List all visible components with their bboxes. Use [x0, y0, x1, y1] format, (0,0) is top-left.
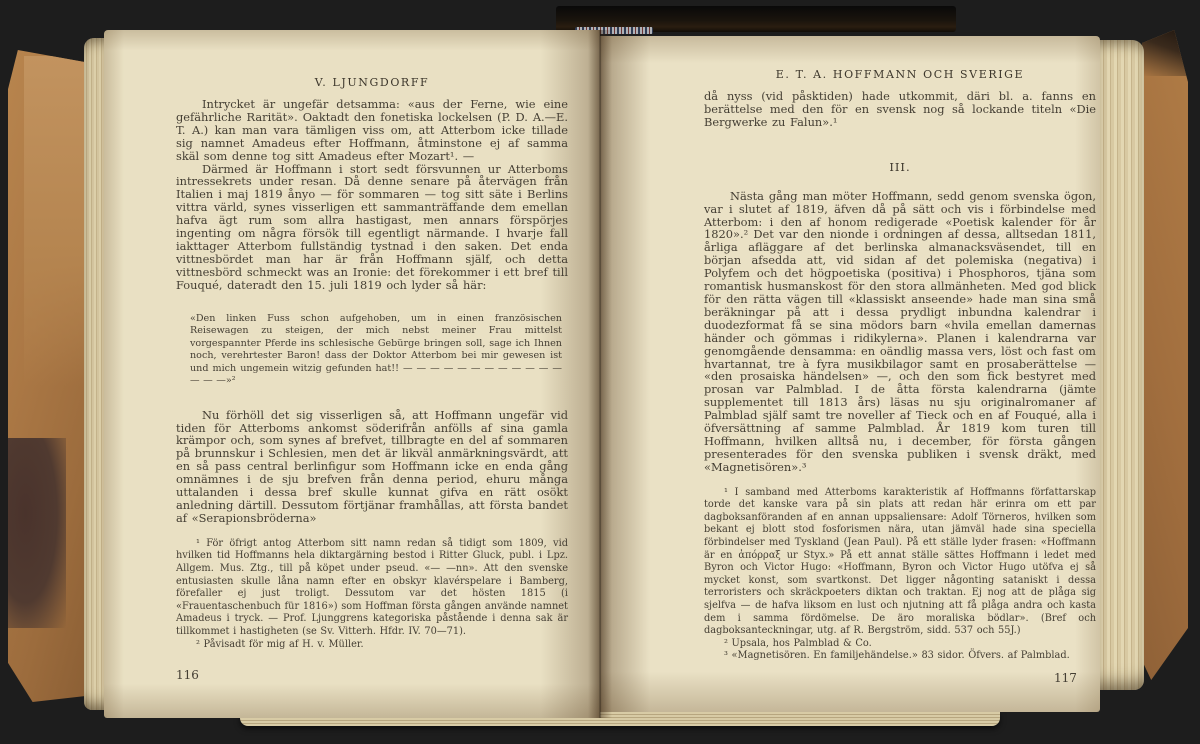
- page-number-left: 116: [176, 668, 199, 682]
- right-running-header: E. T. A. HOFFMANN OCH SVERIGE: [775, 68, 1025, 81]
- right-footnotes: [704, 487, 1096, 663]
- right-main-paragraph: Nästa gång man möter Hoffmann, sedd genom svenska ögon, var i slutet af 1819, äfven då på sätt och vis i förbindelse med Atterbom: i den af honom redigerade «Poetisk kalender för år 1820».² Det var den nionde i ordningen af dessa, alltsedan 1811, årliga afläggare af det berlinska almanacksväsendet, till en början afsedda att, vid sidan af det polemiska (negativa) i Polyfem och det högpoetiska (positiva) i Phosphoros, tjäna som romantisk husmanskost för den stora allmänheten. Med god blick för den rätta vägen till «klassiskt anseende» hade man sina små beräkningar på att i dessa prydligt inbundna kalendrar i duodezformat få se sina mödors barn «hvila emellan damernas händer och gömmas i ridikylerna». Planen i kalendrarna var genomgående densamma: en oändlig massa vers, löst och fast om hvartannat, tre à fyra musikbilagor samt en prosaberättelse — «den prosaiska händelsen» —, och den som fick bestyret med prosan var Palmblad. I de åtta första kalendrarna (jämte supplementet till 1813 års) läsas nu sju originalromaner af Palmblad själf samt tre noveller af Tieck och en af Fouqué, alla i öfversättning af samme Palmblad. År 1819 kom turen till Hoffmann, hvilken alltså nu, i december, för första gången presenterades för den svenska publiken i svensk dräkt, med «Magnetisören».³: [704, 188, 1096, 474]
- section-heading-iii: III.: [889, 159, 911, 174]
- left-paragraph-1: Intrycket är ungefär detsamma: «aus der Ferne, wie eine gefährliche Rarität». Oaktadt den fonetiska lockelsen (P. D. A.—E. T. A.) kan man vara tämligen viss om, att Atterbom icke tillade sig namnet Amadeus efter Hoffmann, åtminstone ej af samma skäl som denne tog sitt Amadeus efter Mozart¹. —: [176, 97, 568, 163]
- right-footnote-2: ² Upsala, hos Palmblad & Co.: [724, 637, 872, 649]
- left-running-header: V. LJUNGDORFF: [314, 76, 430, 89]
- left-page-text-block: [176, 76, 568, 651]
- right-footnote-3: ³ «Magnetisören. En familjehändelse.» 83 sidor. Öfvers. af Palmblad.: [724, 650, 1070, 662]
- left-page: [104, 30, 600, 718]
- left-footnote-1: ¹ För öfrigt antog Atterbom sitt namn redan så tidigt som 1809, vid hvilken tid Hoffmanns hela diktargärning bestod i Ritter Gluck, publ. i Lpz. Allgem. Mus. Ztg., till på köpet under pseud. «— —nn». Att den svenske entusiasten skulle låna namn efter en obskyr klavérspelare i Bamberg, förefaller ej just troligt. Dessutom var det hösten 1815 (i «Frauentaschenbuch für 1816») som Hoffman första gången använde namnet Amadeus i tryck. — Prof. Ljunggrens kategoriska påstående i denna sak är tillkommet i hastigheten (se Sv. Vitterh. Hfdr. IV. 70—71).: [176, 537, 568, 637]
- left-cover-flap: [8, 50, 90, 702]
- right-continuation-paragraph: då nyss (vid påsktiden) hade utkommit, däri bl. a. fanns en berättelse med den för en svensk nog så lockande titeln «Die Bergwerke zu Falun».¹: [704, 89, 1096, 129]
- left-footnotes: [176, 538, 568, 651]
- right-footnote-1: ¹ I samband med Atterboms karakteristik af Hoffmanns författarskap torde det kanske vara på sin plats att redan här erinra om ett par dagboksanföranden af en annan uppsaliensare: Adolf Törneros, hvilken som bekant ej blott stod fosforismen nära, utan jämväl hade sina speciella förbindelser med Tyskland (Jean Paul). På ett ställe lyder frasen: «Hoffmann är en ἀπόρραξ ur Styx.» På ett annat ställe sättes Hoffmann i ledet med Byron och Victor Hugo: «Hoffmann, Byron och Victor Hugo utöfva ej så mycket konst, som svartkonst. Det ligger någonting sataniskt i dessa terroristers och skräckpoeters diktan och traktan. Ej nog att de plåga sig sjelfva — de hafva liksom en lust och njutning att få plåga andra och kasta dem i samma fördömelse. De äro moraliska bödlar». (Bref och dagboksanteckningar, utg. af R. Bergström, sidd. 537 och 55J.): [704, 486, 1096, 637]
- block-quote-german-letter: «Den linken Fuss schon aufgehoben, um in einen französischen Reisewagen zu steigen, der mich nebst meiner Frau mittelst vorgespannter Pferde ins schlesische Gebürge bringen soll, sage ich Ihnen noch, verehrtester Baron! dass der Doktor Atterbom bei mir gewesen ist und mich ungemein witzig gefunden hat!! — — — — — — — — — — — — — — —»²: [190, 312, 562, 387]
- page-number-right: 117: [1054, 671, 1077, 685]
- right-page-stack-edge: [1100, 40, 1144, 690]
- right-page: [600, 36, 1100, 712]
- right-cover-flap: [1142, 30, 1188, 680]
- left-footnote-2: ² Påvisadt för mig af H. v. Müller.: [196, 638, 364, 650]
- right-page-text-block: [704, 68, 1096, 663]
- left-paragraph-3: Nu förhöll det sig visserligen så, att Hoffmann ungefär vid tiden för Atterboms ankomst söderifrån anfölls af sina gamla krämpor och, som synes af brefvet, tillbragte en del af sommaren på brunnskur i Schlesien, men det är likväl anmärkningsvärdt, att en så pass central berlinfigur som Hoffmann icke en enda gång omnämnes i de sju brefven från denna period, ehuru många uttalanden i dessa bref skulle kunnat gifva en rätt osökt anledning därtill. Dessutom förtjänar framhållas, att första bandet af «Serapionsbröderna»: [176, 407, 568, 525]
- left-paragraph-2: Därmed är Hoffmann i stort sedt försvunnen ur Atterboms intressekrets under resan. Då denne senare på återvägen från Italien i maj 1819 ånyo — för sommaren — tog sitt säte i Berlins vittra värld, synes visserligen ett sammanträffande dem emellan hafva ägt rum som allra hastigast, men annars förspörjes ingenting om några försök till egentligt närmande. I hvarje fall iakttager Atterbom fullständig tystnad i den saken. Det enda vittnesbördet man har är från Hoffmann själf, och detta vittnesbörd schmeckt was an Ironie: det förekommer i ett bref till Fouqué, dateradt den 15. juli 1819 och lyder så här:: [176, 161, 568, 292]
